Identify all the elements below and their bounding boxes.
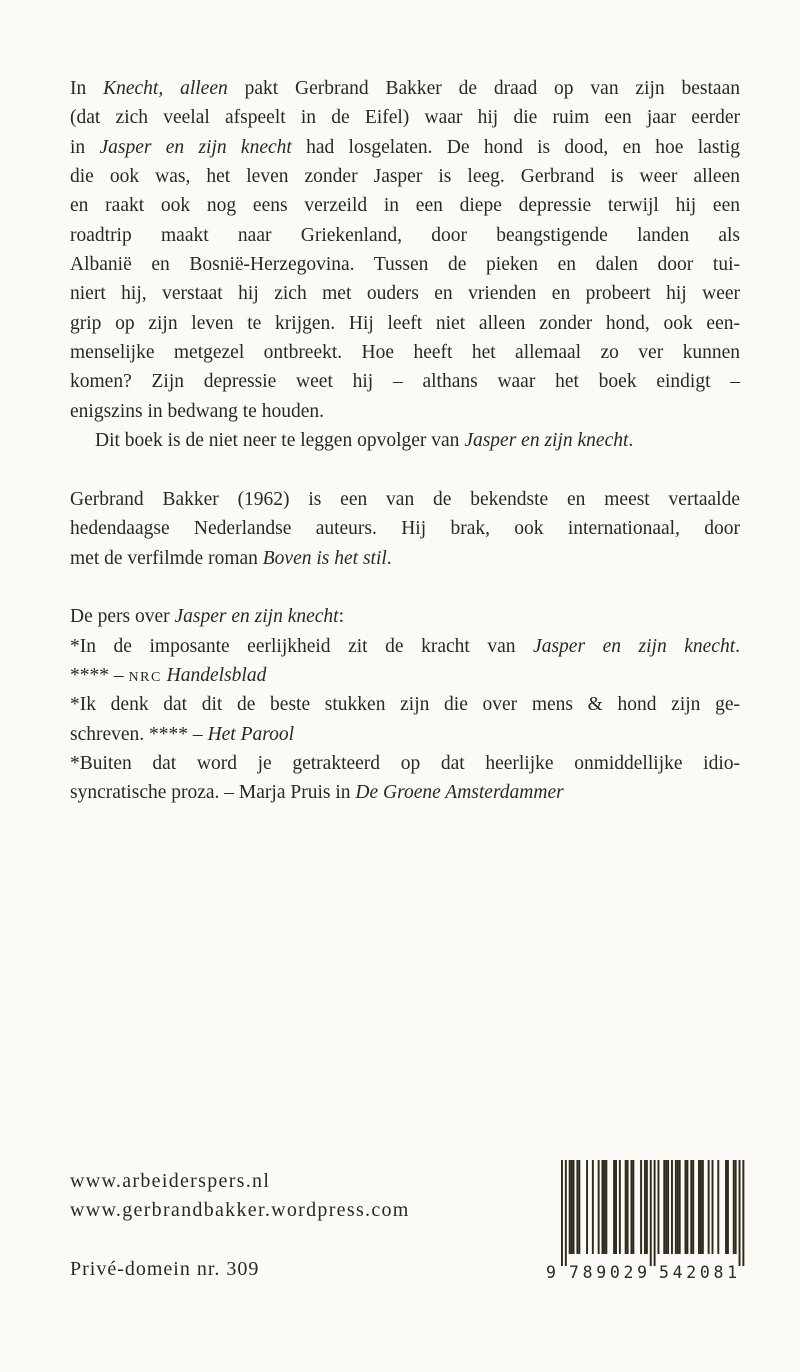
svg-text:542081: 542081 xyxy=(659,1263,737,1282)
text-line xyxy=(70,514,740,543)
plain-text: met de verfilmde roman xyxy=(70,547,263,569)
plain-text: **** – xyxy=(70,664,129,686)
text-line xyxy=(70,367,740,396)
text-line xyxy=(70,221,740,250)
plain-text: : xyxy=(338,606,344,628)
plain-text: *In de imposante eerlijkheid zit de kracht van xyxy=(70,635,534,657)
plain-text: niert hij, verstaat hij zich met ouders en vrienden en probeert hij weer xyxy=(70,283,740,305)
plain-text: menselijke metgezel ontbreekt. Hoe heeft het allemaal zo ver kunnen xyxy=(70,342,740,364)
text-line xyxy=(70,485,740,514)
text-line xyxy=(70,632,740,661)
paragraph-synopsis xyxy=(70,74,740,455)
plain-text: . xyxy=(386,547,392,569)
book-title-italic: Het Parool xyxy=(207,723,295,745)
paragraph-press-quotes xyxy=(70,602,740,807)
text-line xyxy=(70,191,740,220)
plain-text: hedendaagse Nederlandse auteurs. Hij brak, ook internationaal, door xyxy=(70,518,740,540)
smallcaps-text: nrc xyxy=(128,664,162,686)
text-line xyxy=(70,720,740,749)
barcode-svg xyxy=(545,1158,747,1282)
text-line xyxy=(70,749,740,778)
text-line xyxy=(70,279,740,308)
svg-text:9: 9 xyxy=(546,1263,556,1282)
text-line xyxy=(70,778,740,807)
blurb xyxy=(70,74,740,808)
plain-text: Dit boek is de niet neer te leggen opvolger van xyxy=(95,430,465,452)
plain-text: Gerbrand Bakker (1962) is een van de bekendste en meest vertaalde xyxy=(70,488,740,510)
book-title-italic: Jasper en zijn knecht xyxy=(99,136,292,158)
book-title-italic: Knecht, alleen xyxy=(103,78,228,99)
text-line xyxy=(70,133,740,162)
plain-text: In xyxy=(70,78,104,99)
plain-text: grip op zijn leven te krijgen. Hij leeft niet alleen zonder hond, ook een- xyxy=(70,312,740,334)
book-title-italic: Jasper en zijn knecht xyxy=(174,606,339,628)
text-line xyxy=(70,309,740,338)
book-title-italic: Jasper en zijn knecht xyxy=(464,430,629,452)
text-line xyxy=(70,74,740,103)
author-blog-url: www.gerbrandbakker.wordpress.com xyxy=(70,1199,410,1222)
plain-text: roadtrip maakt naar Griekenland, door beangstigende landen als xyxy=(70,224,740,246)
plain-text: enigszins in bedwang te houden. xyxy=(70,400,324,422)
plain-text: die ook was, het leven zonder Jasper is leeg. Gerbrand is weer alleen xyxy=(70,166,740,188)
barcode xyxy=(545,1158,747,1282)
book-title-italic: Boven is het stil xyxy=(262,547,387,569)
plain-text: had losgelaten. De hond is dood, en hoe lastig xyxy=(291,136,740,158)
plain-text: in xyxy=(70,136,100,158)
paragraph-author-bio xyxy=(70,485,740,573)
plain-text: . xyxy=(735,635,740,657)
plain-text: syncratische proza. – Marja Pruis in xyxy=(70,782,356,804)
plain-text: *Buiten dat word je getrakteerd op dat heerlijke onmiddellijke idio- xyxy=(70,752,740,774)
footer xyxy=(70,1167,410,1284)
book-title-italic: Jasper en zijn knecht xyxy=(533,635,736,657)
plain-text: De pers over xyxy=(70,606,175,628)
plain-text: pakt Gerbrand Bakker de draad op van zijn bestaan xyxy=(227,78,740,99)
text-line xyxy=(70,602,740,631)
publisher-url: www.arbeiderspers.nl xyxy=(70,1170,271,1192)
plain-text: schreven. **** – xyxy=(70,723,208,745)
plain-text: komen? Zijn depressie weet hij – althans waar het boek eindigt – xyxy=(70,371,740,393)
text-line xyxy=(70,426,740,455)
text-line xyxy=(70,661,740,690)
text-line xyxy=(70,338,740,367)
plain-text: en raakt ook nog eens verzeild in een diepe depressie terwijl hij een xyxy=(70,195,740,217)
plain-text: . xyxy=(628,430,634,452)
text-line xyxy=(70,103,740,132)
text-line xyxy=(70,544,740,573)
plain-text: (dat zich veelal afspeelt in de Eifel) waar hij die ruim een jaar eerder xyxy=(70,107,740,129)
book-title-italic: De Groene Amsterdammer xyxy=(355,782,564,804)
svg-text:789029: 789029 xyxy=(569,1263,647,1282)
text-line xyxy=(70,397,740,426)
plain-text: Albanië en Bosnië-Herzegovina. Tussen de pieken en dalen door tui- xyxy=(70,254,740,276)
text-line xyxy=(70,690,740,719)
series-number: Privé-domein nr. 309 xyxy=(70,1258,260,1281)
book-title-italic: Handelsblad xyxy=(166,664,267,686)
text-line xyxy=(70,250,740,279)
plain-text: *Ik denk dat dit de beste stukken zijn die over mens & hond zijn ge- xyxy=(70,694,740,716)
text-line xyxy=(70,162,740,191)
